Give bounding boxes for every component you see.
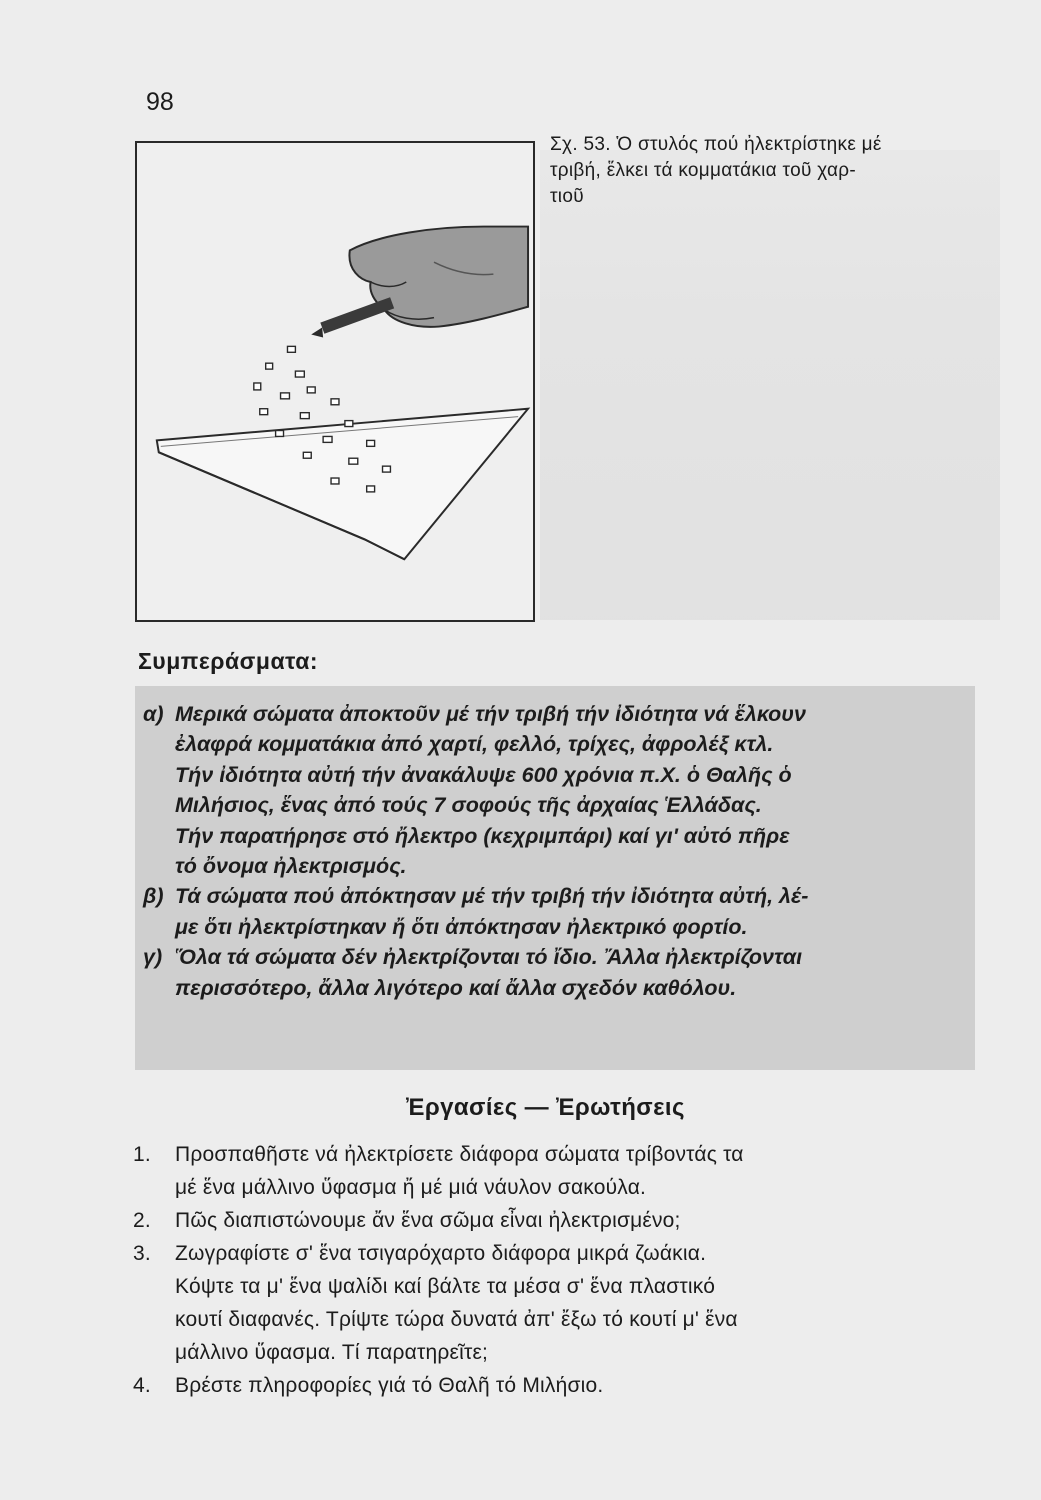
conclusion-text: ἐλαφρά κομματάκια ἀπό χαρτί, φελλό, τρίχες, ἀφρολέξ κτλ. xyxy=(175,732,774,757)
task-number: 2. xyxy=(133,1209,151,1232)
figure-caption xyxy=(550,132,970,210)
task-line xyxy=(133,1303,973,1336)
conclusion-line xyxy=(143,821,973,851)
conclusions-heading: Συμπεράσματα: xyxy=(138,648,319,674)
task-line xyxy=(133,1369,973,1402)
caption-line: Σχ. 53. Ὁ στυλός πού ἠλεκτρίστηκε μέ xyxy=(550,134,882,155)
hand-with-pen-and-paper-drawing xyxy=(137,143,533,620)
conclusion-line xyxy=(143,790,973,820)
conclusion-text: Ὅλα τά σώματα δέν ἠλεκτρίζονται τό ἴδιο. Ἄλλα ἠλεκτρίζονται xyxy=(175,945,803,970)
task-text: κουτί διαφανές. Τρίψτε τώρα δυνατά ἀπ' ἔξω τό κουτί μ' ἕνα xyxy=(175,1308,738,1331)
task-text: Ζωγραφίστε σ' ἕνα τσιγαρόχαρτο διάφορα μικρά ζωάκια. xyxy=(175,1242,707,1265)
conclusion-text: με ὅτι ἠλεκτρίστηκαν ἤ ὅτι ἀπόκτησαν ἠλεκτρικό φορτίο. xyxy=(175,914,748,939)
caption-line: τιοῦ xyxy=(550,186,584,207)
conclusion-line xyxy=(143,760,973,790)
task-line xyxy=(133,1204,973,1237)
page-number: 98 xyxy=(146,88,174,116)
conclusion-line xyxy=(143,973,973,1003)
task-line xyxy=(133,1138,973,1171)
conclusion-text: Τά σώματα πού ἀπόκτησαν μέ τήν τριβή τήν ἰδιότητα αὐτή, λέ- xyxy=(175,884,809,909)
task-line xyxy=(133,1336,973,1369)
task-number: 4. xyxy=(133,1374,151,1397)
figure-53-illustration xyxy=(135,141,535,622)
task-line xyxy=(133,1171,973,1204)
conclusion-text: Μιλήσιος, ἕνας ἀπό τούς 7 σοφούς τῆς ἀρχαίας Ἑλλάδας. xyxy=(175,793,762,818)
tasks-questions-heading: Ἐργασίες — Ἐρωτήσεις xyxy=(406,1094,685,1121)
conclusion-text: Μερικά σώματα ἀποκτοῦν μέ τήν τριβή τήν ἰδιότητα νά ἕλκουν xyxy=(175,702,806,726)
conclusion-letter: β) xyxy=(143,884,164,909)
conclusion-text: Τήν ἰδιότητα αὐτή τήν ἀνακάλυψε 600 χρόνια π.Χ. ὁ Θαλῆς ὁ xyxy=(175,762,792,787)
task-text: μάλλινο ὕφασμα. Τί παρατηρεῖτε; xyxy=(175,1341,489,1364)
conclusion-text: περισσότερο, ἄλλα λιγότερο καί ἄλλα σχεδόν καθόλου. xyxy=(175,975,737,1000)
task-text: Κόψτε τα μ' ἕνα ψαλίδι καί βάλτε τα μέσα σ' ἕνα πλαστικό xyxy=(175,1275,716,1298)
task-text: Βρέστε πληροφορίες γιά τό Θαλῆ τό Μιλήσιο. xyxy=(175,1374,604,1397)
conclusion-text: τό ὄνομα ἠλεκτρισμός. xyxy=(175,854,407,879)
task-text: Πῶς διαπιστώνουμε ἄν ἕνα σῶμα εἶναι ἠλεκτρισμένο; xyxy=(175,1209,681,1232)
conclusion-line xyxy=(143,881,973,911)
task-text: Προσπαθῆστε νά ἠλεκτρίσετε διάφορα σώματα τρίβοντάς τα xyxy=(175,1143,744,1166)
conclusion-line xyxy=(143,912,973,942)
conclusions-list xyxy=(143,699,973,1003)
pen xyxy=(320,297,394,334)
conclusion-letter: α) xyxy=(143,702,164,726)
conclusion-line xyxy=(143,729,973,759)
tasks-list xyxy=(133,1138,973,1402)
conclusion-line xyxy=(143,942,973,972)
task-line xyxy=(133,1270,973,1303)
caption-line: τριβή, ἕλκει τά κομματάκια τοῦ χαρ- xyxy=(550,160,857,181)
conclusion-line xyxy=(143,699,973,729)
task-number: 3. xyxy=(133,1242,151,1265)
conclusion-letter: γ) xyxy=(143,945,163,970)
conclusion-line xyxy=(143,851,973,881)
show-through-background xyxy=(540,150,1000,620)
task-number: 1. xyxy=(133,1143,151,1166)
task-line xyxy=(133,1237,973,1270)
task-text: μέ ἕνα μάλλινο ὕφασμα ἤ μέ μιά νάυλον σακούλα. xyxy=(175,1176,647,1199)
conclusion-text: Τήν παρατήρησε στό ἤλεκτρο (κεχριμπάρι) καί γι' αὐτό πῆρε xyxy=(175,823,790,848)
